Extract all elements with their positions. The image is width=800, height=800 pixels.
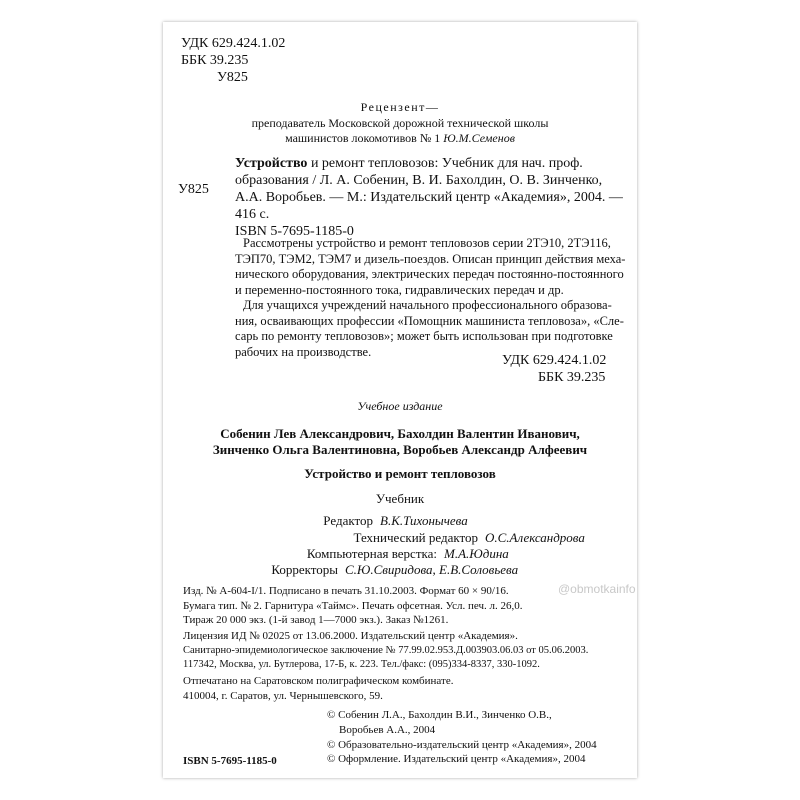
staff-role: Технический редактор: [353, 530, 478, 545]
staff-name: М.А.Юдина: [444, 546, 509, 561]
copyright-line: Воробьев А.А., 2004: [339, 723, 436, 736]
annotation-line: Для учащихся учреждений начального профессионального образова-: [243, 298, 612, 312]
staff-role: Компьютерная верстка:: [306, 546, 437, 561]
biblio-line2: образования / Л. А. Собенин, В. И. Бахолдин, О. В. Зинченко,: [235, 173, 603, 188]
staff-name: С.Ю.Свиридова, Е.В.Соловьева: [345, 562, 519, 577]
license-line: Лицензия ИД № 02025 от 13.06.2000. Издательский центр «Академия».: [183, 630, 518, 642]
book-page: [163, 22, 637, 778]
printer-block: [183, 674, 453, 703]
book-kind: Учебник: [375, 491, 425, 506]
annotation-line: нического оборудования, электрических передач постоянно-постоянного: [235, 267, 624, 281]
annotation-line: сарь по ремонту тепловозов»; может быть использован при подготовке: [235, 329, 613, 343]
biblio-code: У825: [178, 182, 209, 197]
header-udk: УДК 629.424.1.02: [181, 36, 286, 51]
header-bbk: ББК 39.235: [181, 53, 249, 68]
copyright-block: [327, 708, 597, 767]
reviewer-position: машинистов локомотивов № 1: [285, 131, 444, 145]
copyright-line: © Собенин Л.А., Бахолдин В.И., Зинченко О.В.,: [327, 709, 552, 721]
reviewer-line2: [163, 131, 637, 146]
biblio-line4: 416 с.: [235, 207, 270, 222]
copyright-line: © Образовательно-издательский центр «Академия», 2004: [327, 738, 597, 751]
biblio-title-bold: Устройство: [235, 156, 308, 171]
annotation-line: Рассмотрены устройство и ремонт тепловозов серии 2ТЭ10, 2ТЭ116,: [243, 236, 611, 250]
staff-name: В.К.Тихонычева: [380, 513, 468, 528]
annotation-line: рабочих на производстве.: [235, 344, 372, 359]
imprint-line: Тираж 20 000 экз. (1-й завод 1—7000 экз.). Заказ №1261.: [183, 614, 449, 626]
staff-role: Корректоры: [271, 562, 338, 577]
annotation-line: и переменно-постоянного тока, гидравлических передач и др.: [235, 282, 564, 297]
biblio-isbn: ISBN 5-7695-1185-0: [235, 224, 354, 239]
license-block: [183, 629, 588, 673]
staff-role: Редактор: [323, 513, 373, 528]
annotation-line: ТЭП70, ТЭМ2, ТЭМ7 и дизель-поездов. Описан принцип действия меха-: [235, 251, 626, 266]
annotation-p1: [235, 236, 625, 298]
staff-name: О.С.Александрова: [485, 530, 585, 545]
reviewer-heading: Рецензент—: [360, 100, 440, 114]
watermark-text: @obmotkainfo: [558, 582, 636, 596]
biblio-line1-rest: и ремонт тепловозов: Учебник для нач. проф.: [307, 156, 583, 171]
biblio-line3: А.А. Воробьев. — М.: Издательский центр «Академия», 2004. —: [235, 190, 623, 205]
classification-bbk: ББК 39.235: [538, 370, 606, 385]
annotation-p2: [235, 298, 624, 360]
license-line: Санитарно-эпидемиологическое заключение № 77.99.02.953.Д.003903.06.03 от 05.06.2003.: [183, 644, 589, 656]
authors-line1: Собенин Лев Александрович, Бахолдин Валентин Иванович,: [220, 426, 580, 441]
imprint-line: Бумага тип. № 2. Гарнитура «Таймс». Печать офсетная. Усл. печ. л. 26,0.: [183, 599, 523, 612]
authors-line2: Зинченко Ольга Валентиновна, Воробьев Александр Алфеевич: [212, 442, 588, 457]
classification-udk: УДК 629.424.1.02: [502, 353, 607, 368]
printer-line: 410004, г. Саратов, ул. Чернышевского, 59.: [183, 689, 383, 702]
annotation-line: ния, осваивающих профессии «Помощник машиниста тепловоза», «Сле-: [235, 313, 624, 328]
edition-type: Учебное издание: [357, 399, 443, 413]
reviewer-line1: преподаватель Московской дорожной технической школы: [251, 116, 549, 130]
printer-line: Отпечатано на Саратовском полиграфическом комбинате.: [183, 675, 454, 687]
imprint-block: [183, 584, 523, 628]
license-line: 117342, Москва, ул. Бутлерова, 17-Б, к. 223. Тел./факс: (095)334-8337, 330-1092.: [183, 659, 540, 670]
book-title: Устройство и ремонт тепловозов: [304, 466, 496, 481]
copyright-line: © Оформление. Издательский центр «Академия», 2004: [327, 753, 586, 766]
reviewer-name: Ю.М.Семенов: [443, 131, 515, 145]
imprint-line: Изд. № А-604-I/1. Подписано в печать 31.10.2003. Формат 60 × 90/16.: [183, 585, 509, 597]
biblio-record: [235, 155, 623, 240]
footer-isbn: ISBN 5-7695-1185-0: [183, 755, 277, 767]
header-code: У825: [217, 70, 248, 85]
